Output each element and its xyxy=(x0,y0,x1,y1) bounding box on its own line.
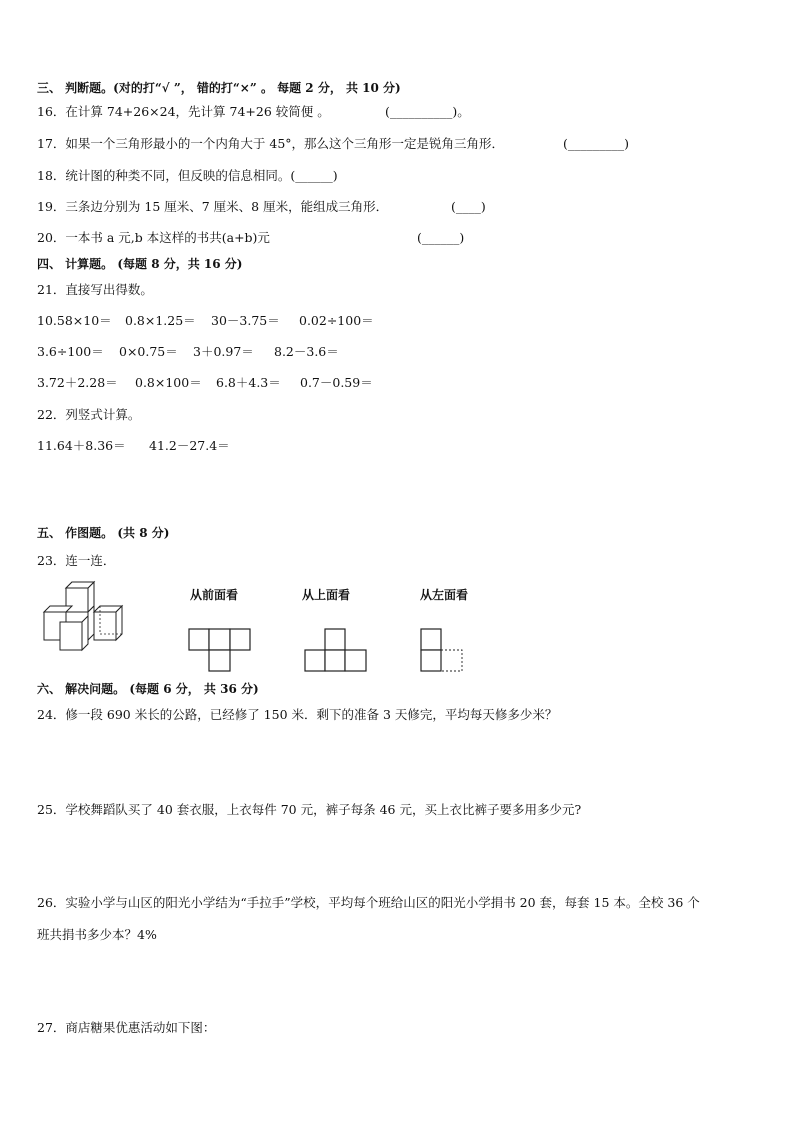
calc-row-4 xyxy=(37,438,230,454)
view-label-left: 从左面看 xyxy=(420,588,469,602)
calc-item: 10.58×10＝ xyxy=(37,313,112,328)
section4-heading: 四、 计算题。 (每题 8 分，共 16 分) xyxy=(37,257,243,271)
question-18: 18．统计图的种类不同，但反映的信息相同。(______) xyxy=(37,168,338,183)
question-20: 20．一本书 a 元,b 本这样的书共(a+b)元 xyxy=(37,230,270,245)
question-24: 24．修一段 690 米长的公路，已经修了 150 米．剩下的准备 3 天修完，平均每天修多少米？ xyxy=(37,707,558,722)
calc-item: 0.02÷100＝ xyxy=(299,313,374,328)
section3-heading: 三、 判断题。(对的打“√ ”， 错的打“×” 。 每题 2 分， 共 10 分) xyxy=(37,81,401,95)
question-27: 27．商店糖果优惠活动如下图： xyxy=(37,1020,216,1035)
calc-item: 41.2－27.4＝ xyxy=(149,438,230,453)
answer-blank-20[interactable]: (______) xyxy=(417,230,465,245)
question-21: 21．直接写出得数。 xyxy=(37,282,153,297)
calc-row-1 xyxy=(37,313,374,329)
view-figure-2 xyxy=(304,628,368,672)
view-figure-1 xyxy=(188,628,252,672)
view-label-top: 从上面看 xyxy=(302,588,351,602)
question-19: 19．三条边分别为 15 厘米、7 厘米、8 厘米，能组成三角形． xyxy=(37,199,389,214)
question-26-line2: 班共捐书多少本？4% xyxy=(37,927,157,942)
question-17: 17．如果一个三角形最小的一个内角大于 45°，那么这个三角形一定是锐角三角形． xyxy=(37,136,505,151)
answer-blank-19[interactable]: (____) xyxy=(451,199,486,214)
answer-blank-16[interactable]: (__________)。 xyxy=(385,104,470,119)
calc-item: 3.6÷100＝ xyxy=(37,344,104,359)
section6-heading: 六、 解决问题。 (每题 6 分， 共 36 分) xyxy=(37,682,259,696)
question-23: 23．连一连． xyxy=(37,553,116,568)
calc-item: 6.8＋4.3＝ xyxy=(216,375,281,390)
calc-row-3 xyxy=(37,375,373,391)
calc-item: 3＋0.97＝ xyxy=(193,344,254,359)
calc-item: 11.64＋8.36＝ xyxy=(37,438,126,453)
section5-heading: 五、 作图题。 (共 8 分) xyxy=(37,526,170,540)
calc-item: 8.2－3.6＝ xyxy=(274,344,339,359)
question-25: 25．学校舞蹈队买了 40 套衣服，上衣每件 70 元，裤子每条 46 元，买上衣比裤子要多用多少元? xyxy=(37,802,582,817)
calc-item: 0.7－0.59＝ xyxy=(300,375,373,390)
cube-assembly-figure xyxy=(40,582,164,652)
calc-item: 0.8×1.25＝ xyxy=(125,313,196,328)
question-22: 22．列竖式计算。 xyxy=(37,407,141,422)
calc-row-2 xyxy=(37,344,339,360)
answer-blank-17[interactable]: (_________) xyxy=(563,136,630,151)
question-26-line1: 26．实验小学与山区的阳光小学结为“手拉手”学校，平均每个班给山区的阳光小学捐书 20 套，每套 15 本。全校 36 个 xyxy=(37,895,700,910)
view-figure-3 xyxy=(420,628,466,672)
calc-item: 0×0.75＝ xyxy=(119,344,178,359)
view-label-front: 从前面看 xyxy=(190,588,239,602)
calc-item: 30－3.75＝ xyxy=(211,313,280,328)
question-16: 16．在计算 74+26×24，先计算 74+26 较简便 。 xyxy=(37,104,330,119)
calc-item: 3.72＋2.28＝ xyxy=(37,375,118,390)
calc-item: 0.8×100＝ xyxy=(135,375,202,390)
